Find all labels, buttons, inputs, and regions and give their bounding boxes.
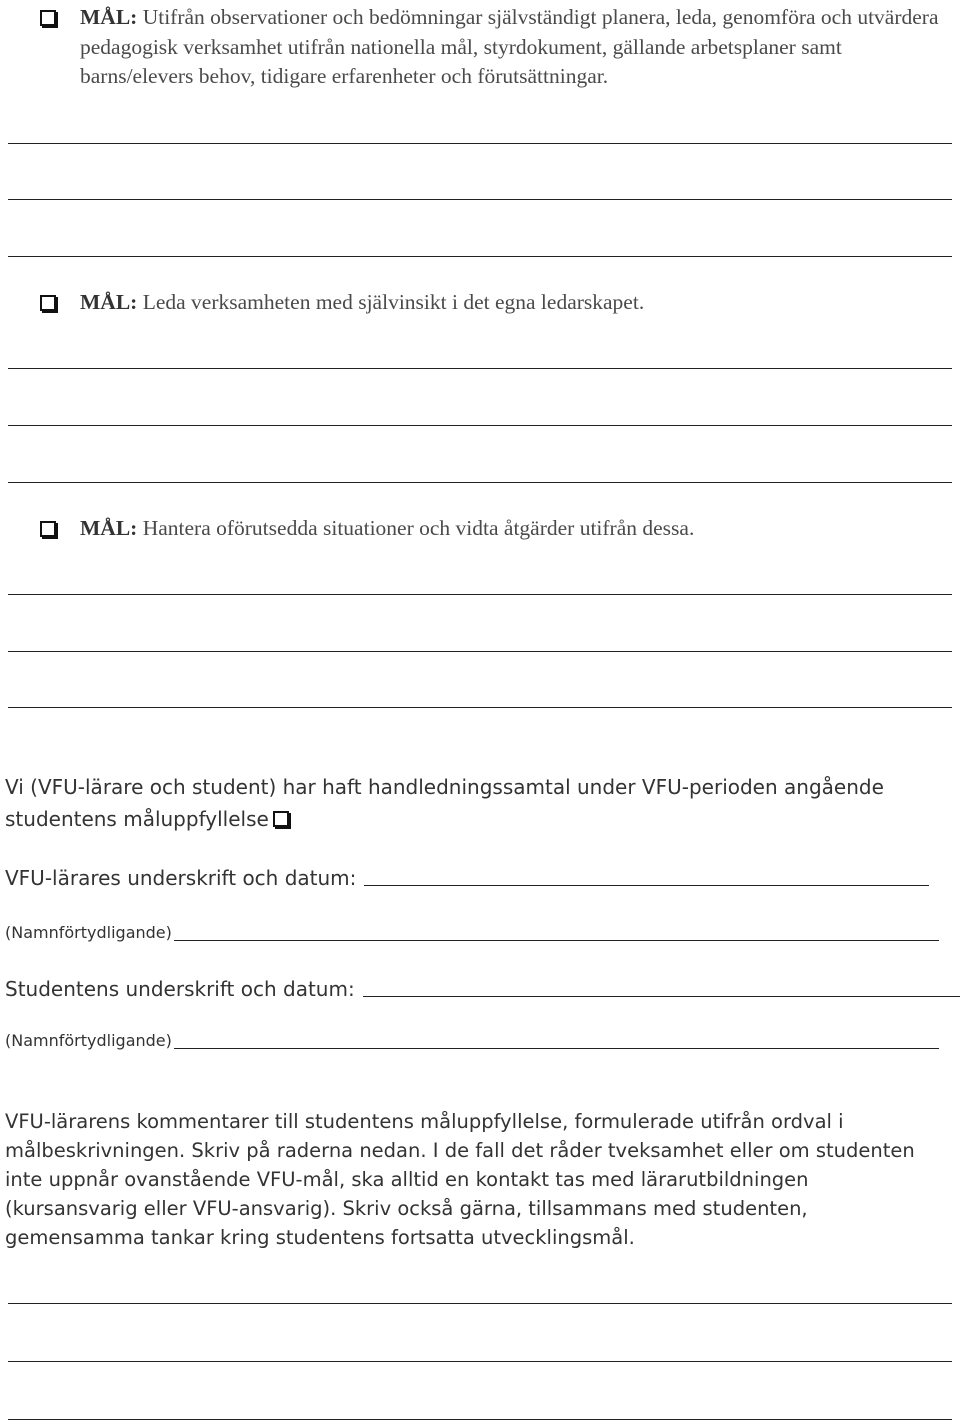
student-clarification-label: (Namnförtydligande) (5, 1031, 172, 1050)
teacher-signature-row (5, 865, 929, 891)
goal-3 (40, 514, 952, 544)
teacher-clarification-label: (Namnförtydligande) (5, 923, 172, 942)
goal-3-label: MÅL: (80, 516, 138, 540)
teacher-clarification-field[interactable] (174, 940, 939, 941)
goal-3-answer-line-2[interactable] (8, 651, 952, 652)
supervision-consent (5, 771, 945, 835)
supervision-consent-checkbox[interactable] (273, 811, 289, 827)
goal-1-answer-line-2[interactable] (8, 199, 952, 200)
goal-2-answer-line-1[interactable] (8, 368, 952, 369)
comment-line-3[interactable] (8, 1419, 952, 1420)
goal-3-checkbox[interactable] (40, 521, 56, 537)
goal-1-text: Utifrån observationer och bedömningar självständigt planera, leda, genomföra och utvärdera pedagogisk verksamhet utifrån nationella mål, styrdokument, gällande arbetsplaner samt barns/elevers behov, tidigare erfarenheter och förutsättningar. (80, 5, 939, 88)
goal-1-checkbox[interactable] (40, 10, 56, 26)
goal-3-answer-line-3[interactable] (8, 707, 952, 708)
goal-1 (40, 3, 952, 92)
goal-2-answer-line-3[interactable] (8, 482, 952, 483)
goal-3-answer-line-1[interactable] (8, 594, 952, 595)
teacher-comment-instructions: VFU-lärarens kommentarer till studentens måluppfyllelse, formulerade utifrån ordval i målbeskrivningen. Skriv på raderna nedan. I de fall det råder tveksamhet eller om studenten inte uppnår ovanstående VFU-mål, ska alltid en kontakt tas med lärarutbildningen (kursansvarig eller VFU-ansvarig). Skriv också gärna, tillsammans med studenten, gemensamma tankar kring studentens fortsatta utvecklingsmål. (5, 1110, 915, 1249)
student-signature-row (5, 976, 960, 1002)
teacher-signature-field[interactable] (364, 885, 929, 886)
goal-1-answer-line-3[interactable] (8, 256, 952, 257)
goal-3-text: Hantera oförutsedda situationer och vidta åtgärder utifrån dessa. (137, 516, 695, 540)
goal-1-label: MÅL: (80, 5, 138, 29)
teacher-signature-label: VFU-lärares underskrift och datum: (5, 866, 357, 890)
comment-line-1[interactable] (8, 1303, 952, 1304)
student-clarification-row (5, 1030, 939, 1052)
student-clarification-field[interactable] (174, 1048, 939, 1049)
goal-2 (40, 288, 952, 318)
student-signature-field[interactable] (363, 996, 960, 997)
goal-2-checkbox[interactable] (40, 295, 56, 311)
goal-2-answer-line-2[interactable] (8, 425, 952, 426)
supervision-consent-text: Vi (VFU-lärare och student) har haft handledningssamtal under VFU-perioden angående studentens måluppfyllelse (5, 775, 884, 831)
goal-2-label: MÅL: (80, 290, 138, 314)
teacher-clarification-row (5, 922, 939, 944)
goal-2-text: Leda verksamheten med självinsikt i det egna ledarskapet. (137, 290, 645, 314)
comment-line-2[interactable] (8, 1361, 952, 1362)
goal-1-answer-line-1[interactable] (8, 143, 952, 144)
student-signature-label: Studentens underskrift och datum: (5, 977, 355, 1001)
